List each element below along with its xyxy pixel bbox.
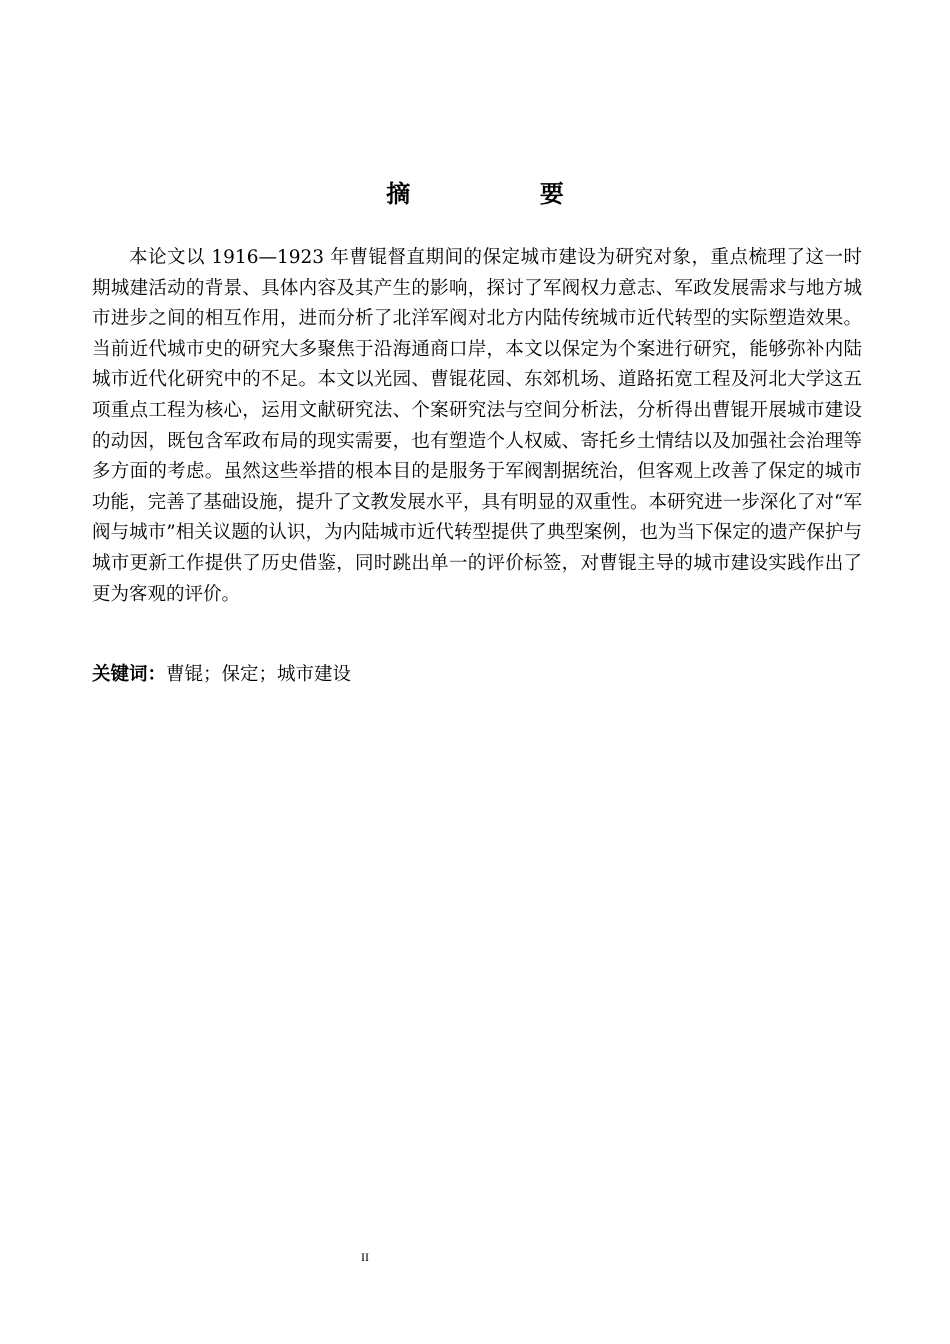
keywords-line [92,660,862,690]
keywords-value: 曹锟；保定；城市建设 [166,664,352,685]
abstract-title: 摘 要 [386,179,617,208]
page-number: II [361,1250,369,1264]
abstract-body: 本论文以 1916—1923 年曹锟督直期间的保定城市建设为研究对象，重点梳理了这一时期城建活动的背景、具体内容及其产生的影响，探讨了军阀权力意志、军政发展需求与地方城市进步之间的相互作用，进而分析了北洋军阀对北方内陆传统城市近代转型的实际塑造效果。当前近代城市史的研究大多聚焦于沿海通商口岸，本文以保定为个案进行研究，能够弥补内陆城市近代化研究中的不足。本文以光园、曹锟花园、东郊机场、道路拓宽工程及河北大学这五项重点工程为核心，运用文献研究法、个案研究法与空间分析法，分析得出曹锟开展城市建设的动因，既包含军政布局的现实需要，也有塑造个人权威、寄托乡土情结以及加强社会治理等多方面的考虑。虽然这些举措的根本目的是服务于军阀割据统治，但客观上改善了保定的城市功能，完善了基础设施，提升了文教发展水平，具有明显的双重性。本研究进一步深化了对“军阀与城市”相关议题的认识，为内陆城市近代转型提供了典型案例，也为当下保定的遗产保护与城市更新工作提供了历史借鉴，同时跳出单一的评价标签，对曹锟主导的城市建设实践作出了更为客观的评价。 [92,247,862,605]
keywords-label: 关键词： [92,664,167,685]
